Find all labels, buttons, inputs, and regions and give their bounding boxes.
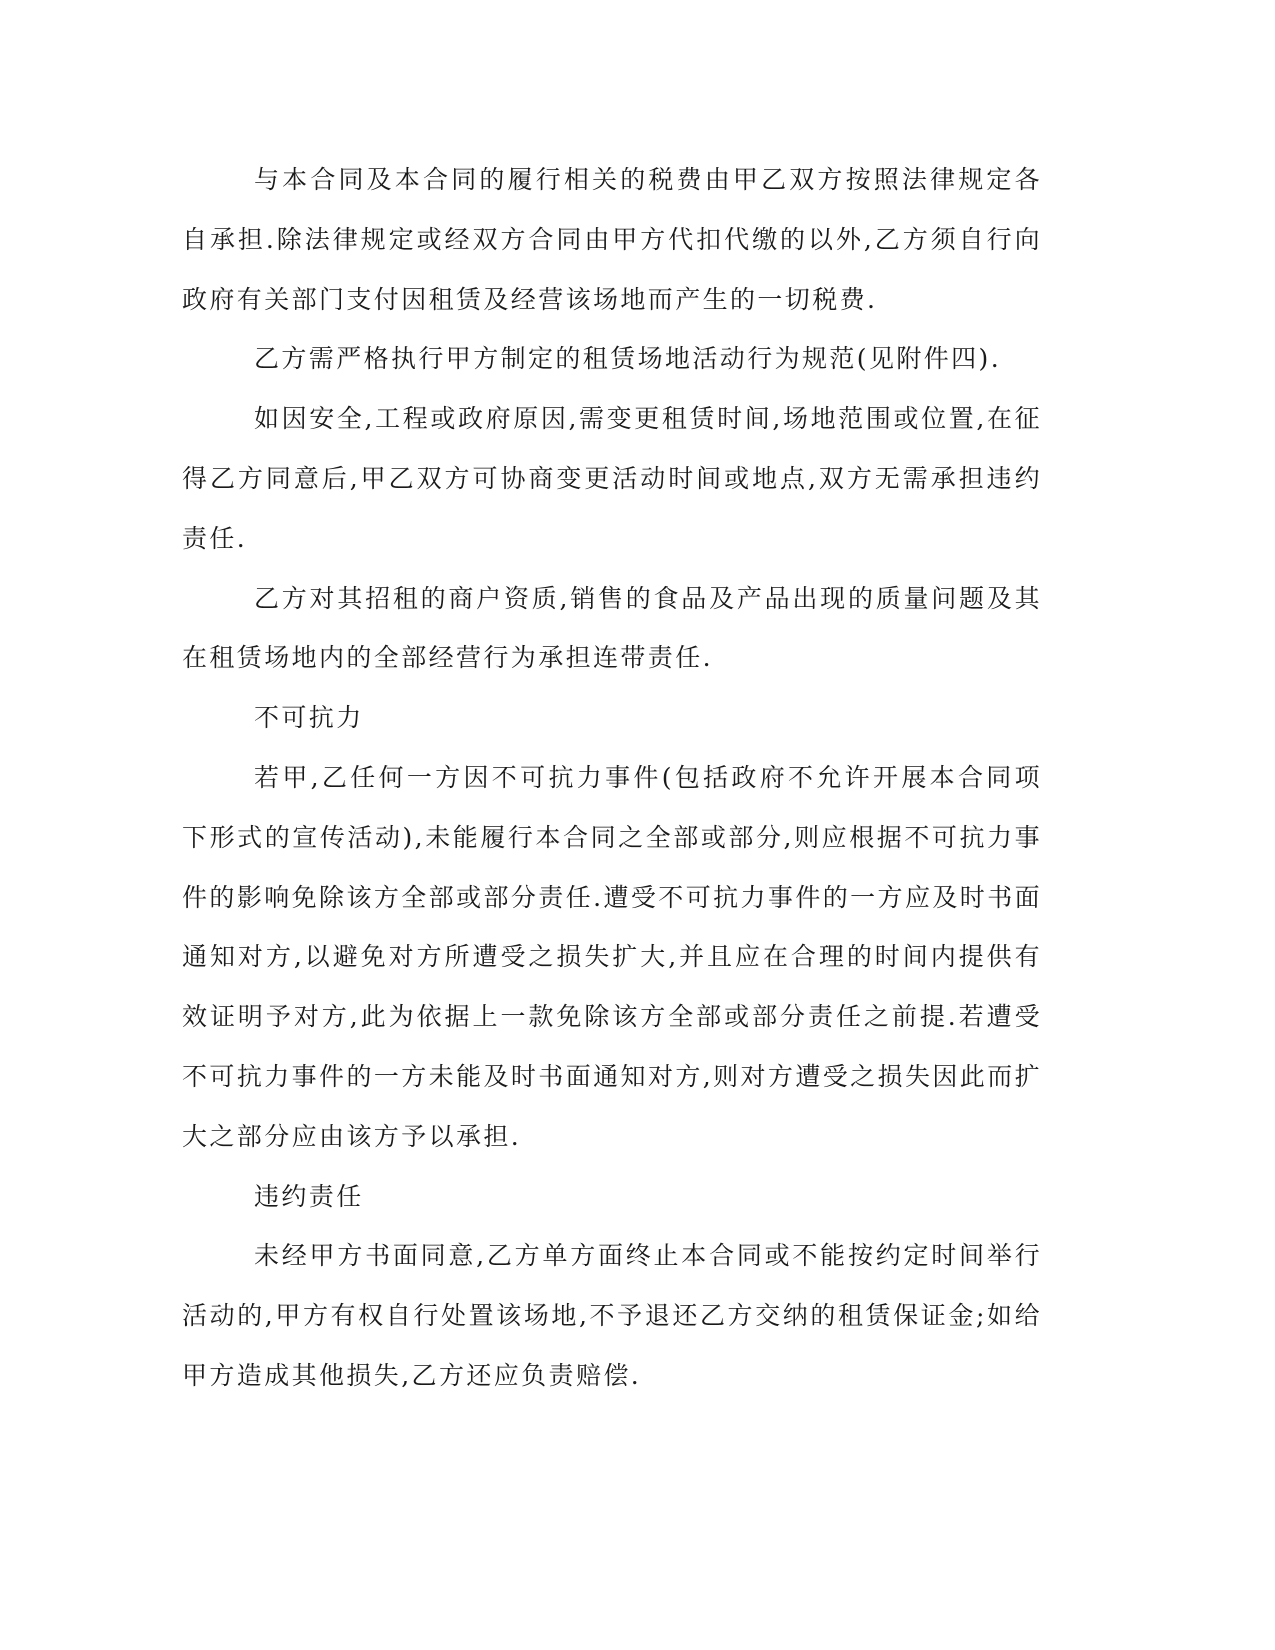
section-heading-breach: 违约责任	[254, 1181, 364, 1211]
paragraph-joint-liability: 乙方对其招租的商户资质,销售的食品及产品出现的质量问题及其在租赁场地内的全部经营行为承担连带责任.	[182, 583, 1042, 673]
paragraph-taxes: 与本合同及本合同的履行相关的税费由甲乙双方按照法律规定各自承担.除法律规定或经双方合同由甲方代扣代缴的以外,乙方须自行向政府有关部门支付因租赁及经营该场地而产生的一切税费.	[182, 165, 1042, 314]
paragraph-force-majeure: 若甲,乙任何一方因不可抗力事件(包括政府不允许开展本合同项下形式的宣传活动),未能履行本合同之全部或部分,则应根据不可抗力事件的影响免除该方全部或部分责任.遭受不可抗力事件的一方应及时书面通知对方,以避免对方所遭受之损失扩大,并且应在合理的时间内提供有效证明予对方,此为依据上一款免除该方全部或部分责任之前提.若遭受不可抗力事件的一方未能及时书面通知对方,则对方遭受之损失因此而扩大之部分应由该方予以承担.	[182, 762, 1042, 1151]
paragraph-breach: 未经甲方书面同意,乙方单方面终止本合同或不能按约定时间举行活动的,甲方有权自行处置该场地,不予退还乙方交纳的租赁保证金;如给甲方造成其他损失,乙方还应负责赔偿.	[182, 1241, 1042, 1390]
paragraph-conduct-rules: 乙方需严格执行甲方制定的租赁场地活动行为规范(见附件四).	[254, 344, 1002, 374]
paragraph-change-of-terms: 如因安全,工程或政府原因,需变更租赁时间,场地范围或位置,在征得乙方同意后,甲乙双方可协商变更活动时间或地点,双方无需承担违约责任.	[182, 404, 1042, 553]
document-page	[182, 150, 1042, 1406]
section-heading-force-majeure: 不可抗力	[254, 703, 364, 733]
